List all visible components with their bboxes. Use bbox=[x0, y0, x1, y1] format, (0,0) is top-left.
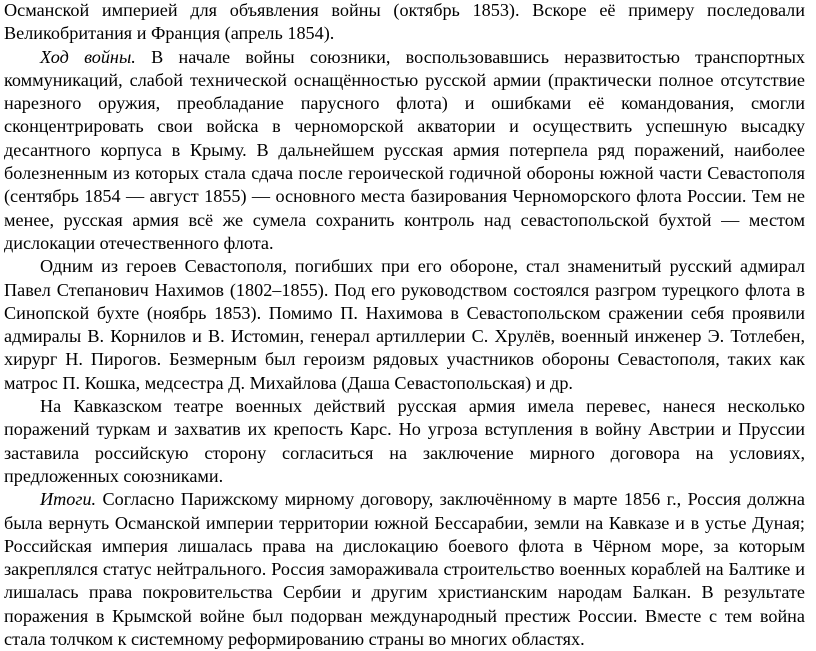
paragraph-text: Османской империей для объявления войны (октябрь 1853). Вскоре её примеру последовали Великобритания и Франция (апрель 1854). bbox=[4, 0, 805, 44]
paragraph-caucasus-theatre bbox=[4, 395, 805, 488]
paragraph-text: На Кавказском театре военных действий русская армия имела перевес, нанеся несколько поражений туркам и захватив их крепость Карс. Но угроза вступления в войну Австрии и Пруссии заставила российскую сторону согласиться на заключение мирного договора на условиях, предложенных союзниками. bbox=[4, 396, 805, 486]
paragraph-text: Согласно Парижскому мирному договору, заключённому в марте 1856 г., Россия должна была вернуть Османской империи территории южной Бессарабии, земли на Кавказе и в устье Дуная; Российская империя лишалась права на дислокацию боевого флота в Чёрном море, за которым закреплялся статус нейтрального. Россия замораживала строительство военных кораблей на Балтике и лишалась права покровительства Сербии и другим христианским народам Балкан. В результате поражения в Крымской войне был подорван международный престиж России. Вместе с тем война стала толчком к системному реформированию страны во многих областях. bbox=[4, 489, 805, 650]
paragraph-course-of-war bbox=[4, 46, 805, 256]
paragraph-sevastopol-heroes bbox=[4, 255, 805, 395]
paragraph-results bbox=[4, 488, 805, 651]
paragraph-text: Одним из героев Севастополя, погибших при его обороне, стал знаменитый русский адмирал Павел Степанович Нахимов (1802–1855). Под его руководством состоялся разгром турецкого флота в Синопской бухте (ноябрь 1853). Помимо П. Нахимова в Севастопольском сражении себя проявили адмиралы В. Корнилов и В. Истомин, генерал артиллерии С. Хрулёв, военный инженер Э. Тотлебен, хирург Н. Пирогов. Безмерным был героизм рядовых участников обороны Севастополя, таких как матрос П. Кошка, медсестра Д. Михайлова (Даша Севастопольская) и др. bbox=[4, 256, 805, 393]
section-lead-results: Итоги. bbox=[40, 489, 97, 510]
paragraph-text: В начале войны союзники, воспользовавшись неразвитостью транспортных коммуникаций, слабой технической оснащённостью русской армии (практически полное отсутствие нарезного оружия, преобладание парусного флота) и ошибками её командования, смогли сконцентрировать свои войска в черноморской акватории и осуществить успешную высадку десантного корпуса в Крыму. В дальнейшем русская армия потерпела ряд поражений, наиболее болезненным из которых стала сдача после героической годичной обороны южной части Севастополя (сентябрь 1854 — август 1855) — основного места базирования Черноморского флота России. Тем не менее, русская армия всё же сумела сохранить контроль над севастопольской бухтой — местом дислокации отечественного флота. bbox=[4, 46, 806, 253]
paragraph-war-declaration bbox=[4, 0, 805, 46]
section-lead-course-of-war: Ход войны. bbox=[40, 46, 136, 67]
